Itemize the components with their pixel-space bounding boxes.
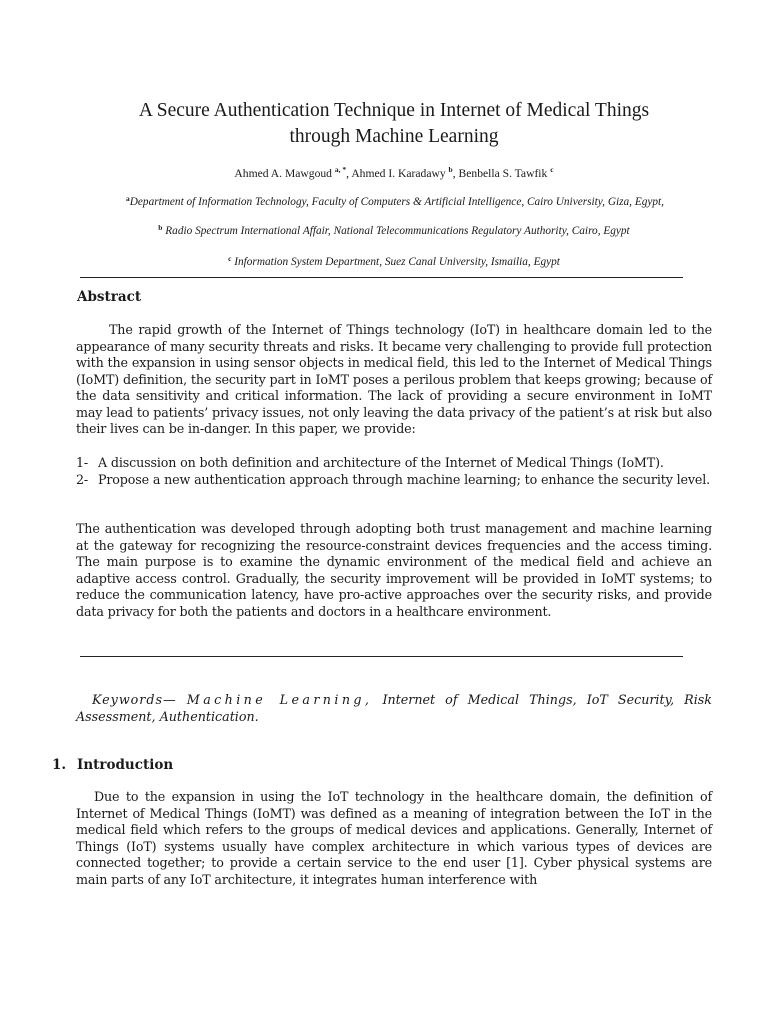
affiliation-mark: a bbox=[126, 194, 130, 203]
list-item bbox=[76, 455, 712, 472]
abstract-heading: Abstract bbox=[77, 289, 142, 305]
author-list bbox=[60, 165, 728, 180]
abstract-text: The authentication was developed through adopting both trust management and machine learning at the gateway for recognizing the resource-constraint devices frequencies and the access timing. The main purpose is to examine the dynamic environment of the medical field and achieve an adaptive access control. Gradually, the security improvement will be provided in IoMT systems; to reduce the communication latency, have pro-active approaches over the security risks, and provide data privacy for both the patients and doctors in a healthcare environment. bbox=[76, 521, 712, 619]
affiliation-a bbox=[80, 193, 710, 208]
affiliation-text: Radio Spectrum International Affair, National Telecommunications Regulatory Authority, Cairo, Egypt bbox=[165, 225, 630, 237]
author-name: Ahmed A. Mawgoud bbox=[234, 167, 332, 180]
affiliation-mark: c bbox=[228, 254, 232, 263]
section-title: Introduction bbox=[77, 757, 174, 773]
keywords bbox=[76, 692, 712, 725]
keywords-first: Machine Learning, bbox=[186, 692, 373, 707]
list-item-text: A discussion on both definition and architecture of the Internet of Medical Things (IoMT). bbox=[98, 455, 664, 470]
title-line-1: A Secure Authentication Technique in Internet of Medical Things bbox=[138, 100, 650, 121]
section-number: 1. bbox=[52, 757, 67, 773]
introduction-paragraph bbox=[76, 789, 712, 888]
list-item-number: 2- bbox=[76, 471, 89, 487]
list-item bbox=[76, 472, 712, 489]
affiliation-text: Information System Department, Suez Canal University, Ismailia, Egypt bbox=[234, 256, 560, 268]
affiliation-text: Department of Information Technology, Faculty of Computers & Artificial Intelligence, Cairo University, Giza, Egypt, bbox=[129, 196, 664, 208]
keywords-rest: Internet of Medical Things, IoT Security, Risk Assessment, Authentication. bbox=[76, 692, 712, 724]
affiliation-c bbox=[60, 253, 728, 268]
author-separator: , bbox=[346, 167, 352, 180]
author-affiliation-mark: b bbox=[448, 165, 453, 174]
affiliation-b bbox=[60, 222, 728, 237]
divider-top bbox=[80, 277, 683, 278]
abstract-text: The rapid growth of the Internet of Things technology (IoT) in healthcare domain led to the appearance of many security threats and risks. It became very challenging to provide full protection with the expansion in using sensor objects in medical field, this led to the Internet of Medical Things (IoMT) definition, the security part in IoMT poses a perilous problem that keeps growing; because of the data sensitivity and critical information. The lack of providing a secure environment in IoMT may lead to patients’ privacy issues, not only leaving the data privacy of the patient’s at risk but also their lives can be in-danger. In this paper, we provide: bbox=[76, 322, 712, 436]
author-affiliation-mark: a, * bbox=[334, 165, 347, 174]
list-item-number: 1- bbox=[76, 455, 89, 470]
divider-bottom bbox=[80, 656, 683, 657]
keywords-label: Keywords— bbox=[92, 692, 177, 707]
section-heading-introduction bbox=[52, 757, 173, 773]
affiliation-mark: b bbox=[158, 223, 163, 232]
author-affiliation-mark: c bbox=[550, 165, 554, 174]
author-separator: , bbox=[452, 167, 459, 180]
abstract-paragraph-1 bbox=[76, 322, 712, 438]
author-name: Benbella S. Tawfik bbox=[458, 167, 548, 180]
introduction-text: Due to the expansion in using the IoT technology in the healthcare domain, the definition of Internet of Medical Things (IoMT) was defined as a meaning of integration between the IoT in the medical field which refers to the groups of medical devices and applications. Generally, Internet of Things (IoT) systems usually have complex architecture in which various types of devices are connected together; to provide a certain service to the end user [1]. Cyber physical systems are main parts of any IoT architecture, it integrates human interference with bbox=[76, 789, 712, 887]
list-item-text: Propose a new authentication approach through machine learning; to enhance the security level. bbox=[98, 471, 711, 487]
author-name: Ahmed I. Karadawy bbox=[351, 167, 446, 180]
abstract-paragraph-2 bbox=[76, 521, 712, 620]
title-line-2: through Machine Learning bbox=[289, 126, 499, 147]
paper-title bbox=[60, 98, 728, 150]
abstract-contribution-list bbox=[76, 455, 712, 488]
